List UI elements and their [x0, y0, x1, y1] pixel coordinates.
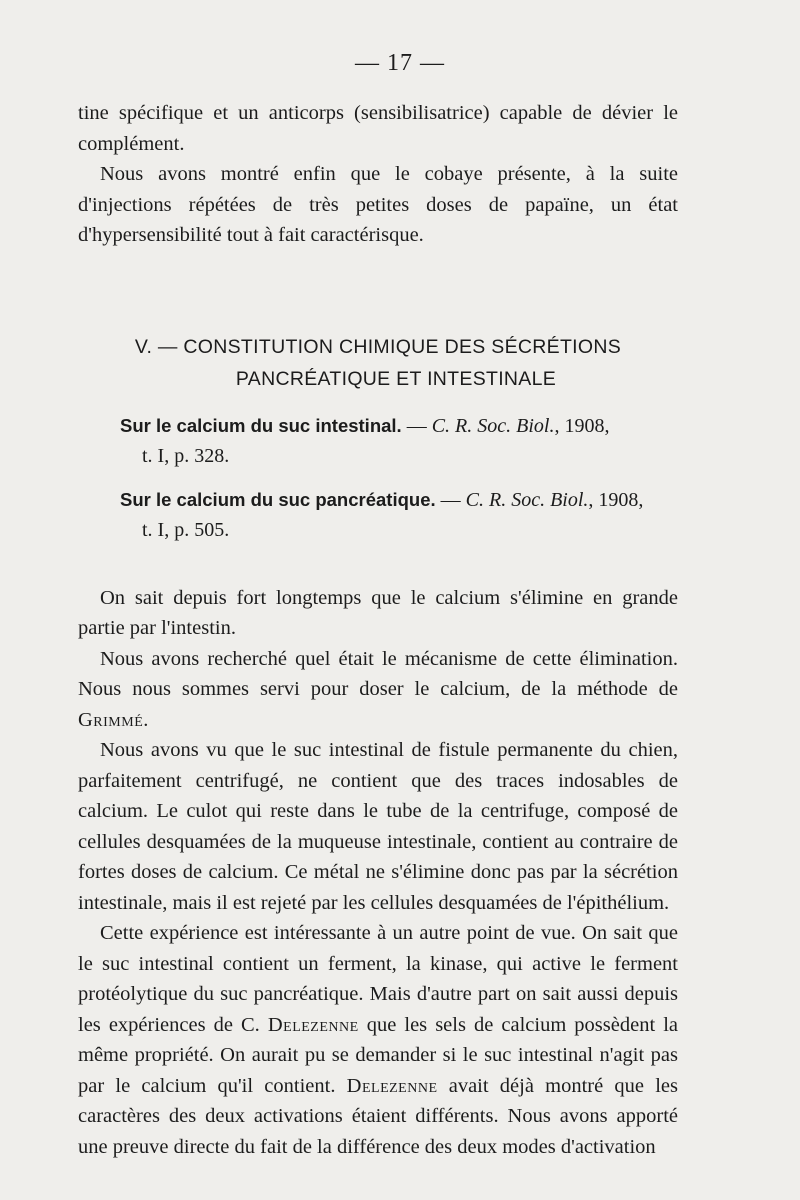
- reference-title: Sur le calcium du suc intestinal.: [120, 414, 402, 436]
- reference-1: [120, 411, 678, 471]
- reference-dash: —: [435, 488, 466, 511]
- author-name: Grimmé: [78, 708, 144, 731]
- body-text: Cette expérience est intéressante à un autre point de vue. On sait que le suc intestinal contient un ferment, la kinase, qui active le ferment protéolytique du suc pancréatique. Mais d'autre part on sait aussi depuis les expériences de C.: [78, 922, 678, 1036]
- body-paragraph-3: Nous avons vu que le suc intestinal de fistule permanente du chien, parfaitement centrifugé, ne contient que des traces indosables de calcium. Le culot qui reste dans le tube de la centrifuge, composé de cellules desquamées de la muqueuse intestinale, contient au contraire de fortes doses de calcium. Ce métal ne s'élimine donc pas par la sécrétion intestinale, mais il est rejeté par les cellules desquamées de l'épithélium.: [78, 739, 678, 914]
- reference-year: , 1908,: [588, 488, 644, 511]
- author-name: Delezenne: [346, 1074, 438, 1097]
- reference-year: , 1908,: [554, 414, 610, 437]
- section-heading: [78, 331, 678, 395]
- body-text: .: [143, 708, 149, 731]
- reference-journal: C. R. Soc. Biol.: [465, 488, 589, 511]
- body-text: que les sels de calcium possèdent la même propriété. On aurait pu se demander si le suc intestinal n'agit pas par le calcium qu'il contient.: [78, 1013, 678, 1097]
- reference-volume: t. I, p. 328.: [142, 444, 230, 467]
- reference-2: [120, 485, 678, 545]
- reference-dash: —: [401, 414, 432, 437]
- intro-paragraph-1: tine spécifique et un anticorps (sensibilisatrice) capable de dévier le complément.: [78, 102, 678, 155]
- reference-journal: C. R. Soc. Biol.: [431, 414, 555, 437]
- reference-volume: t. I, p. 505.: [142, 518, 230, 541]
- page-content: [78, 98, 678, 1162]
- body-text: Nous avons recherché quel était le mécanisme de cette élimination. Nous nous sommes servi pour doser le calcium, de la méthode de: [78, 647, 678, 700]
- reference-title: Sur le calcium du suc pancréatique.: [120, 488, 436, 510]
- section-heading-line-1: V. — CONSTITUTION CHIMIQUE DES SÉCRÉTIONS: [134, 335, 622, 358]
- body-paragraph-2: [78, 644, 678, 736]
- body-paragraph-4: [78, 918, 678, 1162]
- intro-paragraph-2: Nous avons montré enfin que le cobaye présente, à la suite d'injections répétées de très petites doses de papaïne, un état d'hypersensibilité tout à fait caractérisque.: [78, 163, 678, 246]
- body-paragraph-1: On sait depuis fort longtemps que le calcium s'élimine en grande partie par l'intestin.: [78, 586, 678, 639]
- author-name: Delezenne: [267, 1013, 359, 1036]
- page-number: — 17 —: [355, 50, 445, 76]
- section-heading-line-2: PANCRÉATIQUE ET INTESTINALE: [235, 367, 557, 390]
- body-text: avait déjà montré que les caractères des deux activations étaient différents. Nous avons apporté une preuve directe du fait de la différence des deux modes d'activation: [78, 1074, 678, 1158]
